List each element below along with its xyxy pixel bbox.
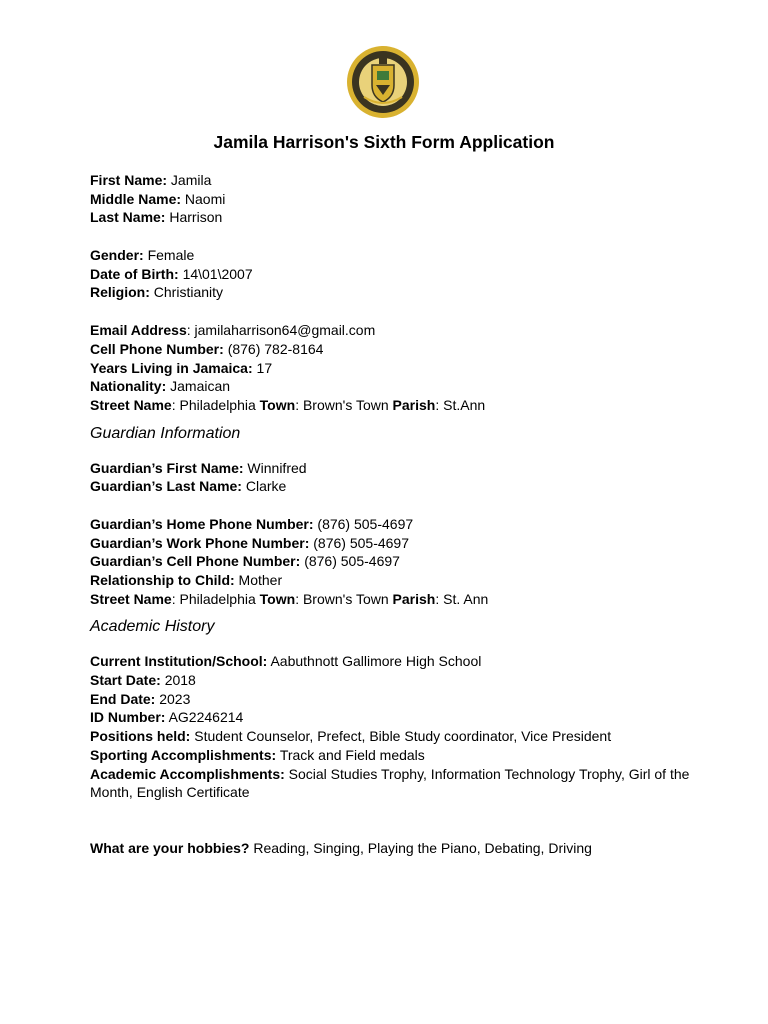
- guardian-street-value: Philadelphia: [179, 590, 256, 607]
- positions-value: Student Counselor, Prefect, Bible Study coordinator, Vice President: [194, 728, 612, 745]
- institution-value: Aabuthnott Gallimore High School: [270, 653, 482, 670]
- sporting-row: Sporting Accomplishments: Track and Field medals: [90, 746, 425, 763]
- id-number-row: ID Number: AG2246214: [90, 709, 244, 726]
- religion-value: Christianity: [153, 284, 224, 301]
- first-name-row: First Name: Jamila: [90, 172, 212, 188]
- sporting-value: Track and Field medals: [279, 746, 425, 763]
- town-value: Brown's Town: [302, 396, 389, 413]
- application-body: [90, 171, 690, 858]
- years-row: Years Living in Jamaica: 17: [90, 359, 273, 376]
- email-value: jamilaharrison64@gmail.com: [194, 322, 376, 339]
- address-row: Street Name: Philadelphia Town: Brown's Town Parish: St.Ann: [90, 396, 486, 413]
- academic-heading: Academic History: [90, 618, 215, 636]
- guardian-first-name-row: Guardian’s First Name: Winnifred: [90, 459, 307, 476]
- guardian-parish-value: St. Ann: [443, 590, 489, 607]
- end-date-row: End Date: 2023: [90, 690, 191, 707]
- end-date-value: 2023: [159, 690, 191, 707]
- nationality-value: Jamaican: [170, 378, 231, 395]
- institution-row: Current Institution/School: Aabuthnott Gallimore High School: [90, 653, 482, 670]
- school-crest-icon: [346, 45, 420, 119]
- middle-name-value: Naomi: [184, 190, 226, 207]
- page-title: Jamila Harrison's Sixth Form Application: [213, 132, 555, 152]
- guardian-cell-phone-value: (876) 505-4697: [304, 553, 400, 570]
- parish-value: St.Ann: [443, 396, 486, 413]
- guardian-work-phone-value: (876) 505-4697: [313, 534, 410, 551]
- start-date-row: Start Date: 2018: [90, 672, 196, 689]
- academic-accomplishments-row: Academic Accomplishments: Social Studies Trophy, Information Technology Trophy, Girl of the Month, English Certificate: [90, 765, 690, 801]
- guardian-home-phone-row: Guardian’s Home Phone Number: (876) 505-4697: [90, 515, 414, 532]
- dob-row: Date of Birth: 14\01\2007: [90, 265, 253, 282]
- id-number-value: AG2246214: [168, 709, 244, 726]
- guardian-last-name-row: Guardian’s Last Name: Clarke: [90, 478, 287, 495]
- first-name-value: Jamila: [170, 172, 212, 188]
- hobbies-value: Reading, Singing, Playing the Piano, Debating, Driving: [253, 839, 592, 856]
- guardian-work-phone-row: Guardian’s Work Phone Number: (876) 505-4697: [90, 534, 410, 551]
- academic-accomplishments-value: Social Studies Trophy, Information Technology Trophy, Girl of the Month, English Certificate: [90, 765, 690, 801]
- years-value: 17: [256, 359, 273, 376]
- hobbies-row: What are your hobbies? Reading, Singing, Playing the Piano, Debating, Driving: [90, 839, 592, 856]
- start-date-value: 2018: [164, 672, 196, 689]
- cell-value: (876) 782-8164: [227, 340, 324, 357]
- gender-row: Gender: Female: [90, 247, 195, 264]
- guardian-town-value: Brown's Town: [302, 590, 389, 607]
- guardian-last-name-value: Clarke: [245, 478, 287, 495]
- last-name-row: Last Name: Harrison: [90, 209, 223, 226]
- guardian-cell-phone-row: Guardian’s Cell Phone Number: (876) 505-4697: [90, 553, 400, 570]
- relationship-row: Relationship to Child: Mother: [90, 572, 283, 588]
- cell-row: Cell Phone Number: (876) 782-8164: [90, 340, 324, 357]
- guardian-heading: Guardian Information: [90, 424, 241, 442]
- relationship-value: Mother: [238, 572, 283, 588]
- dob-value: 14\01\2007: [182, 265, 253, 282]
- guardian-home-phone-value: (876) 505-4697: [317, 515, 414, 532]
- religion-row: Religion: Christianity: [90, 284, 224, 301]
- guardian-first-name-value: Winnifred: [247, 459, 307, 476]
- gender-value: Female: [147, 247, 195, 264]
- positions-row: Positions held: Student Counselor, Prefect, Bible Study coordinator, Vice President: [90, 728, 612, 745]
- street-value: Philadelphia: [179, 396, 256, 413]
- nationality-row: Nationality: Jamaican: [90, 378, 231, 395]
- guardian-address-row: Street Name: Philadelphia Town: Brown's Town Parish: St. Ann: [90, 590, 489, 607]
- email-row: Email Address: jamilaharrison64@gmail.com: [90, 322, 376, 339]
- last-name-value: Harrison: [169, 209, 223, 226]
- middle-name-row: Middle Name: Naomi: [90, 190, 226, 207]
